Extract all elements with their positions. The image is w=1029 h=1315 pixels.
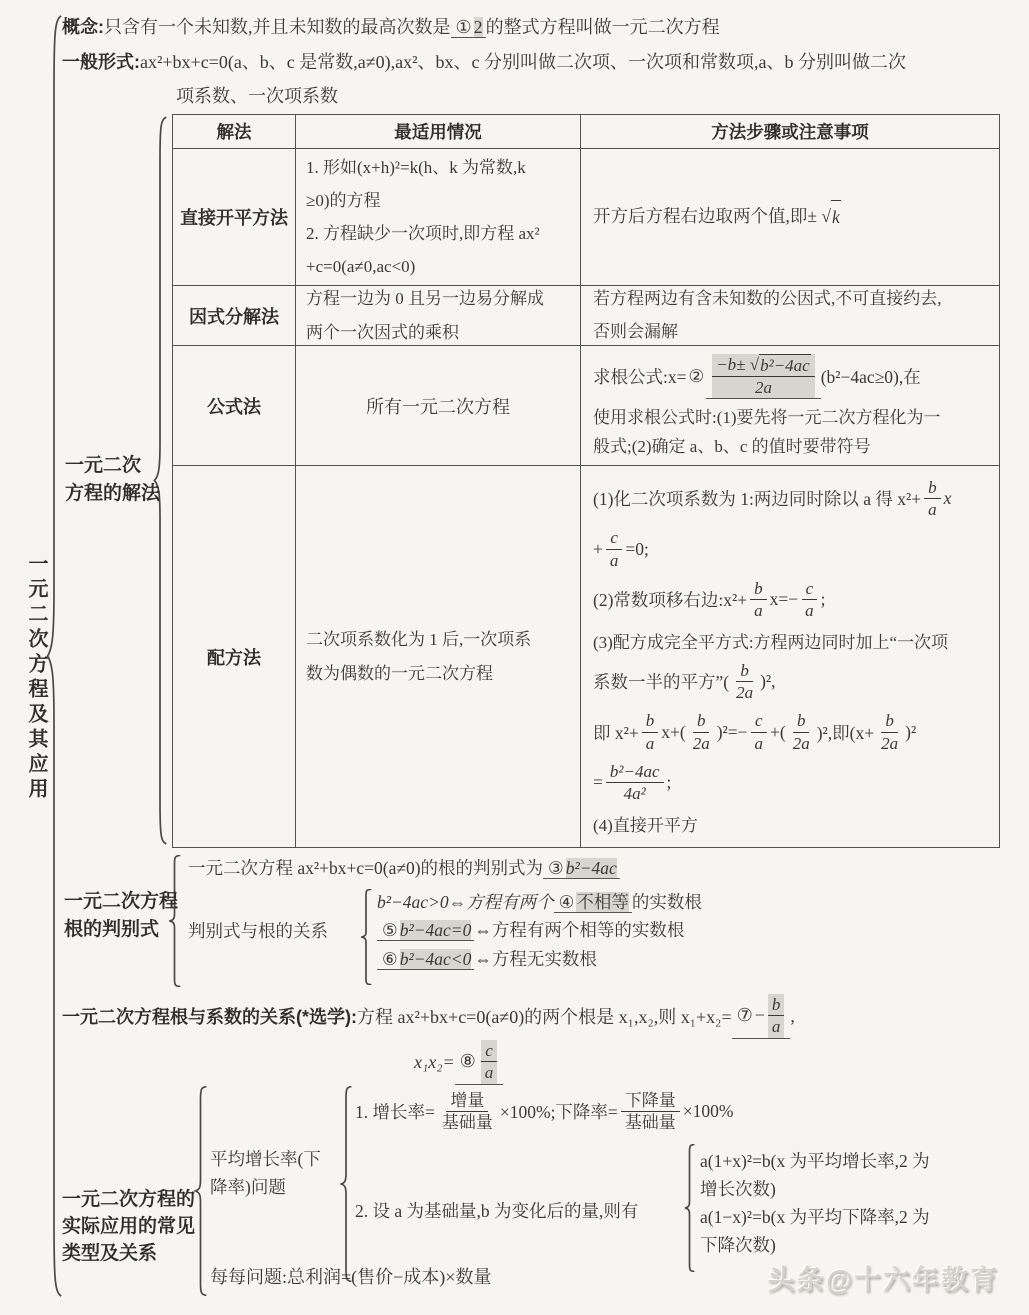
discriminant-label-line1: 一元二次方程 — [64, 891, 179, 912]
fraction-b-2a — [732, 660, 757, 704]
growth-equation-line1: a(1+x)²=b(x 为平均增长率,2 为 — [700, 1151, 930, 1171]
case-answer-blank — [377, 920, 474, 941]
table-header-notes: 方法步骤或注意事项 — [581, 115, 999, 149]
case-formula: 所有一元二次方程 — [296, 346, 581, 466]
vieta-text: 方程 ax²+bx+c=0(a≠0)的两个根是 x₁,x₂,则 x₁+x₂= — [357, 1007, 732, 1028]
step-text: x — [943, 488, 952, 509]
fraction-b-a — [642, 710, 659, 754]
blank-number-5: ⑤ — [382, 920, 398, 940]
fraction-numerator: b — [750, 578, 767, 600]
general-form-formula: ax²+bx+c=0(a、b、c 是常数,a≠0),ax²、bx、c — [140, 52, 485, 72]
general-form-text1: 分别叫做二次项、一次项和常数项,a、b 分别叫做二次 — [484, 52, 907, 72]
general-form-label: 一般形式: — [62, 52, 140, 72]
note-factoring — [581, 286, 999, 346]
step3-result-line — [593, 761, 987, 805]
step-text: x=− — [769, 588, 799, 609]
fraction-numerator: b — [924, 477, 941, 499]
fraction-decline — [621, 1090, 680, 1134]
step1-line — [593, 477, 987, 521]
fraction-denominator: a — [754, 733, 764, 753]
note-line: 般式;(2)确定 a、b、c 的值时要带符号 — [593, 437, 871, 457]
step-text: (2)常数项移右边:x²+ — [593, 589, 748, 610]
step4-line: (4)直接开平方 — [593, 816, 698, 835]
case-answer-blank — [554, 892, 632, 913]
fraction-numerator: 增量 — [446, 1090, 488, 1112]
step-text: )², — [760, 671, 776, 692]
step-text: +( — [770, 721, 786, 742]
brace-growth-equations — [684, 1144, 695, 1272]
concept-answer: 2 — [473, 17, 483, 37]
growth-problem-label-line2: 降率)问题 — [210, 1177, 286, 1197]
method-name-factoring: 因式分解法 — [173, 286, 296, 346]
fraction-numerator — [712, 354, 815, 377]
discriminant-relation-label: 判别式与根的关系 — [188, 921, 328, 941]
fraction-numerator: c — [751, 710, 767, 732]
decline-equation-line2: 下降次数) — [700, 1235, 776, 1255]
fraction-denominator: 2a — [792, 733, 810, 753]
concept-text-after: 的整式方程叫做一元二次方程 — [485, 17, 720, 37]
fraction-c-a — [801, 578, 818, 622]
case-line: 两个一次因式的乘积 — [306, 322, 459, 342]
discriminant-answer-blank — [543, 858, 620, 879]
general-form-line1 — [62, 51, 906, 74]
note-completing-square — [581, 466, 999, 847]
case-text: ⇔方程有两个相等的实数根 — [474, 920, 685, 940]
note-text: (b²−4ac≥0),在 — [820, 367, 921, 388]
fraction-c-a — [606, 527, 623, 571]
fraction-denominator: a — [609, 550, 619, 570]
case-line: 2. 方程缺少一次项时,即方程 ax² — [306, 224, 540, 243]
profit-formula-line: 每每问题:总利润=(售价−成本)×数量 — [210, 1267, 492, 1287]
fraction-numerator: b — [881, 710, 898, 732]
note-text: 开方后方程右边取两个值,即± — [593, 206, 822, 227]
note-text: 求根公式:x= — [593, 367, 687, 388]
base-quantity-line: 2. 设 a 为基础量,b 为变化后的量,则有 — [355, 1201, 639, 1221]
case-factoring — [296, 286, 581, 346]
methods-branch-label-line2: 方程的解法 — [65, 483, 161, 504]
step-text: )²=− — [716, 721, 748, 742]
case-direct-sqrt — [296, 149, 581, 286]
method-name-formula: 公式法 — [173, 346, 296, 466]
fraction-b-a — [924, 477, 941, 521]
radical-sign: √ — [821, 205, 831, 226]
case-answer: 不相等 — [576, 892, 629, 912]
fraction-b-2a — [789, 710, 814, 754]
fraction-denominator: a — [928, 500, 937, 520]
fraction-numerator: b — [768, 994, 785, 1016]
note-direct-sqrt — [581, 149, 999, 286]
note-line: 若方程两边有含未知数的公因式,不可直接约去, — [593, 289, 942, 309]
blank-number-2: ② — [688, 366, 705, 387]
case-line: ≥0)的方程 — [306, 190, 381, 210]
fraction-b-2a — [689, 710, 714, 754]
formula-answer-blank — [706, 354, 821, 400]
step3-line1: (3)配方成完全平方式:方程两边同时加上“一次项 — [593, 633, 949, 652]
step-text: + — [593, 538, 603, 559]
fraction-denominator: 2a — [692, 733, 710, 753]
growth-equation-line2: 增长次数) — [700, 1179, 776, 1199]
formula-text: ×100% — [682, 1101, 734, 1122]
method-name-direct-sqrt: 直接开平方法 — [173, 149, 296, 286]
step-text: (1)化二次项系数为 1:两边同时除以 a 得 x²+ — [593, 489, 922, 510]
fraction-b-a — [768, 994, 785, 1038]
radical-sign: √ — [749, 354, 760, 374]
discriminant-case-positive — [377, 891, 702, 914]
case-completing-square — [296, 466, 581, 847]
note-formula — [581, 346, 999, 466]
case-text: 的实数根 — [631, 892, 702, 912]
fraction-numerator: b — [642, 710, 659, 732]
growth-rate-formula-line — [355, 1090, 734, 1134]
step-text: x+( — [661, 721, 686, 742]
step-text: 系数一半的平方”( — [593, 672, 730, 693]
discriminant-intro-line — [188, 857, 620, 880]
brace-discriminant-cases — [360, 889, 372, 985]
case-condition: b²−4ac>0⇔方程有两个 — [377, 892, 554, 912]
step3-expansion-line — [593, 710, 987, 754]
formula-text: 1. 增长率= — [355, 1102, 435, 1123]
fraction-denominator: 2a — [754, 378, 772, 398]
step-text: )² — [905, 721, 917, 742]
vieta-label: 一元二次方程根与系数的关系(*选学): — [62, 1007, 357, 1028]
note-line — [593, 200, 987, 234]
application-label-line2: 实际应用的常见 — [62, 1216, 196, 1237]
vieta-product-lhs: x₁x₂= — [414, 1051, 455, 1072]
fraction-c-a — [481, 1040, 498, 1084]
case-answer: b²−4ac<0 — [399, 949, 472, 969]
case-line: 数为偶数的一元二次方程 — [306, 663, 493, 683]
case-answer: b²−4ac=0 — [399, 920, 472, 940]
blank-number-1: ① — [455, 17, 472, 37]
vieta-line — [62, 994, 795, 1039]
fraction-denominator: a — [754, 600, 763, 620]
fraction-numerator: b²−4ac — [606, 761, 664, 783]
root-title: 一元二次方程及其应用 — [25, 553, 47, 803]
fraction-numerator: b — [793, 710, 810, 732]
discriminant-label-line2: 根的判别式 — [64, 919, 160, 940]
fraction-denominator: a — [645, 733, 655, 753]
fraction-denominator: 基础量 — [441, 1113, 493, 1133]
discriminant-case-negative — [377, 948, 597, 971]
decline-equation-line1: a(1−x)²=b(x 为平均下降率,2 为 — [700, 1207, 930, 1227]
blank-number-7: ⑦ — [736, 1005, 753, 1026]
fraction-denominator: 2a — [881, 733, 899, 753]
general-form-line2: 项系数、一次项系数 — [176, 86, 338, 106]
step1-line2 — [593, 527, 987, 571]
step-text: ; — [666, 771, 672, 792]
fraction-discriminant-4a2 — [606, 761, 664, 805]
discriminant-answer: b²−4ac — [565, 858, 617, 878]
fraction-denominator: a — [484, 1063, 494, 1083]
minus-sign: − — [754, 1005, 765, 1026]
discriminant-intro-text: 一元二次方程 ax²+bx+c=0(a≠0)的根的判别式为 — [188, 858, 544, 878]
fraction-denominator: 基础量 — [624, 1113, 676, 1133]
fraction-denominator: a — [771, 1017, 781, 1037]
note-line: 否则会漏解 — [593, 321, 678, 341]
table-header-case: 最适用情况 — [296, 115, 581, 149]
table-header-method: 解法 — [173, 115, 296, 149]
case-line: 二次项系数化为 1 后,一次项系 — [306, 630, 532, 650]
fraction-numerator: c — [481, 1040, 497, 1062]
quadratic-formula-fraction — [712, 354, 815, 399]
step2-line — [593, 578, 987, 622]
concept-text-before: 只含有一个未知数,并且未知数的最高次数是 — [104, 17, 451, 37]
step-text: 即 x²+ — [593, 722, 639, 743]
concept-answer-blank — [451, 17, 486, 38]
vieta-product-line — [414, 1040, 503, 1085]
discriminant-case-zero — [377, 919, 684, 942]
case-line: 方程一边为 0 且另一边易分解成 — [306, 289, 544, 309]
step-text: )²,即(x+ — [816, 722, 875, 743]
fraction-denominator: 2a — [736, 683, 754, 703]
vieta-sum-blank — [732, 994, 791, 1039]
formula-text: ×100%;下降率= — [499, 1102, 618, 1123]
radicand: k — [831, 200, 841, 234]
fraction-denominator: a — [805, 600, 814, 620]
application-label-line3: 类型及关系 — [62, 1243, 158, 1264]
radicand: b²−4ac — [760, 355, 810, 375]
growth-problem-label-line1: 平均增长率(下 — [210, 1149, 321, 1169]
case-text: ⇔方程无实数根 — [474, 949, 597, 969]
blank-number-6: ⑥ — [382, 949, 398, 969]
blank-number-4: ④ — [558, 892, 575, 912]
step-text: =0; — [625, 538, 649, 559]
fraction-b-2a — [877, 710, 902, 754]
concept-line — [62, 16, 720, 39]
methods-table — [172, 114, 1000, 848]
fraction-growth — [438, 1090, 497, 1134]
step-text: ; — [820, 588, 826, 609]
case-line: +c=0(a≠0,ac<0) — [306, 257, 416, 277]
fraction-numerator: b — [736, 660, 753, 682]
methods-branch-label-line1: 一元二次 — [65, 455, 142, 476]
fraction-c-a — [751, 710, 768, 754]
application-label-line1: 一元二次方程的 — [62, 1189, 196, 1210]
quadratic-formula-line — [593, 354, 987, 400]
concept-label: 概念: — [62, 17, 104, 37]
fraction-b-a — [750, 578, 767, 622]
sqrt-radical — [750, 354, 811, 376]
method-name-completing-square: 配方法 — [173, 466, 296, 847]
case-line: 1. 形如(x+h)²=k(h、k 为常数,k — [306, 157, 526, 177]
comma: , — [790, 1005, 795, 1026]
sqrt-radical — [821, 200, 840, 234]
brace-application — [194, 1086, 207, 1296]
step-text: = — [593, 771, 603, 792]
blank-number-8: ⑧ — [459, 1051, 476, 1072]
numerator-prefix: −b± — [716, 354, 750, 374]
blank-number-3: ③ — [548, 858, 564, 878]
fraction-numerator: b — [693, 710, 710, 732]
fraction-numerator: c — [606, 527, 622, 549]
brace-discriminant — [168, 855, 181, 987]
watermark: 头条@十六年教育 — [768, 1265, 1000, 1295]
step3-line2 — [593, 660, 987, 704]
note-line: 使用求根公式时:(1)要先将一元二次方程化为一 — [593, 408, 941, 428]
fraction-denominator: 4a² — [623, 783, 646, 803]
brace-growth-problem — [340, 1086, 352, 1282]
fraction-numerator: 下降量 — [621, 1090, 680, 1112]
vieta-product-blank — [455, 1040, 504, 1085]
case-answer-blank — [377, 949, 474, 970]
fraction-numerator: c — [802, 578, 818, 600]
